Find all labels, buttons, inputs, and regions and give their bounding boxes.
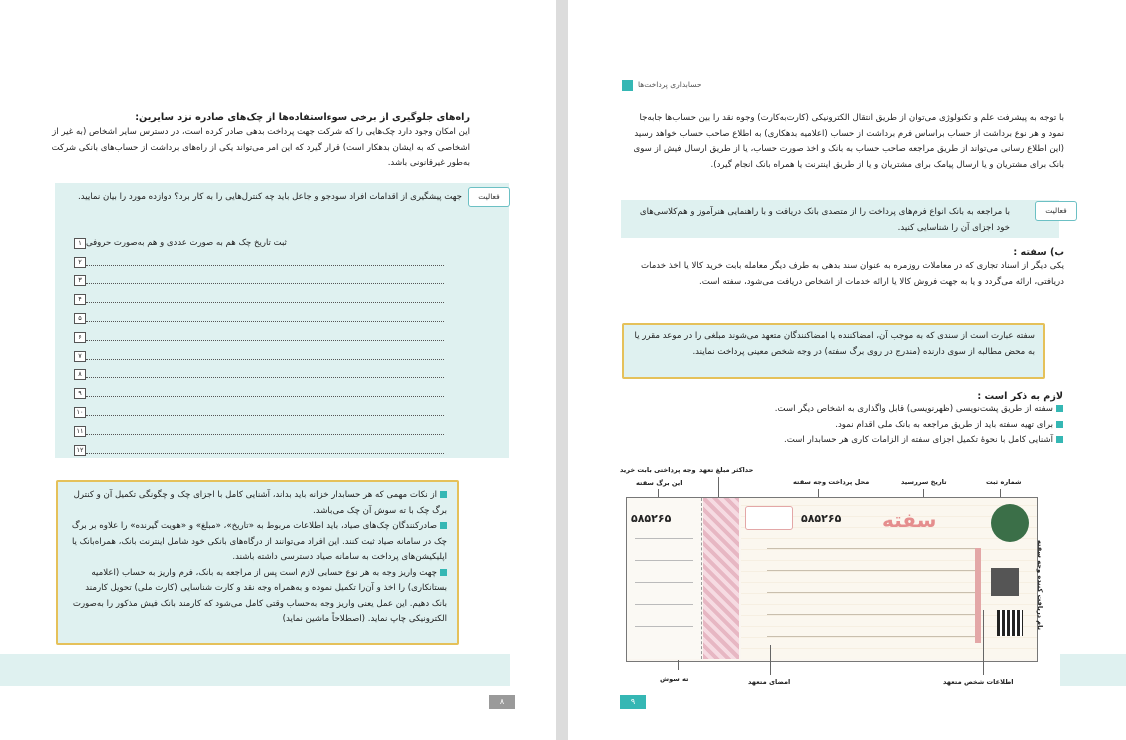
list-item: ۱ ثبت تاریخ چک هم به صورت عددی و هم به‌صورت حروفی <box>70 234 444 253</box>
label-pay-place: محل پرداخت وجه سفته <box>793 478 870 486</box>
list-item[interactable]: ۵ <box>70 309 444 328</box>
list-item[interactable]: ۳ <box>70 272 444 291</box>
note-paragraph: صادرکنندگان چک‌های صیاد، باید اطلاعات مربوط به «تاریخ»، «مبلغ» و «هویت گیرنده» را علاوه بر برگ چک در سامانه صیاد ثبت کنند. این افراد می‌توانند از درگاه‌های بانکی خود شامل اینترنت بانک، همراه‌بانک یا اپلیکیشن‌های پرداخت به سامانه صیاد دسترسی داشته باشند. <box>71 521 447 562</box>
running-header: حسابداری پرداخت‌ها <box>638 80 702 89</box>
square-bullet-icon <box>1056 436 1063 443</box>
note-item: آشنایی کامل با نحوهٔ تکمیل اجزای سفته از الزامات کاری هر حسابدار است. <box>718 433 1063 449</box>
note-item: سفته از طریق پشت‌نویسی (ظهرنویسی) قابل واگذاری به اشخاص دیگر است. <box>718 402 1063 418</box>
label-stub: ته سوش <box>660 675 689 683</box>
body-paragraph: یکی دیگر از اسناد تجاری که در معاملات روزمره به عنوان سند بدهی به طرف دیگر معامله بابت خرید کالا یا اخذ خدمات دریافتی، ارائه می‌گردد و یا به جهت فروش کالا یا ارائه خدمات از اشخاص دریافت می‌شود، سفته است. <box>640 261 1064 287</box>
note-item: برای تهیه سفته باید از طریق مراجعه به بانک ملی اقدام نمود. <box>718 418 1063 434</box>
list-item[interactable]: ۱۱ <box>70 422 444 441</box>
label-max-amount: حداکثر مبلغ تعهد <box>699 466 754 474</box>
activity-tag: فعالیت <box>468 187 510 207</box>
label-this-leaf: این برگ سفته <box>636 479 683 487</box>
list-item[interactable]: ۶ <box>70 328 444 347</box>
promissory-note-image: ۵۸۵۲۶۵ ۵۸۵۲۶۵ سفته <box>626 497 1038 662</box>
intro-paragraph: با توجه به پیشرفت علم و تکنولوژی می‌توان از طریق انتقال الکترونیکی (کارت‌به‌کارت) وجوه نقد را بین حساب‌ها جابه‌جا نمود و هر نوع برداشت از حساب براساس فرم برداشت از حساب (اعلامیه بدهکاری) به اطلاع صاحب حساب خواهد رسید (این اطلاع رسانی می‌تواند از طریق مراجعه صاحب حساب به بانک و اخذ صورت حساب، یا از طریق ارسال فیش از سوی بانک برای مشتریان و یا ارسال پیامک برای مشتریان و یا از طریق اینترنت یا همراه بانک انجام گیرد). <box>633 113 1064 170</box>
note-paragraph: از نکات مهمی که هر حسابدار خزانه باید بداند، آشنایی کامل با اجزای چک و چگونگی تکمیل آن و کنترل برگ چک با ته سوش آن چک می‌باشد. <box>73 490 447 516</box>
note-paragraph: چهت واریز وجه به هر نوع حسابی لازم است پس از مراجعه به بانک، فرم واریز به حساب (اعلامیه بستانکاری) را اخذ و آن‌را تکمیل نموده و به‌همراه وجه نقد و کارت شناسایی (کارت ملی) تحویل کارمند بانک دهیم. این عمل یعنی واریز وجه به‌حساب وقتی کامل می‌شود که کارمند بانک فیش مذکور را به‌صورت الکترونیکی چاپ نماید. (اصطلاحاً ماشین نماید) <box>72 567 447 624</box>
note-heading: لازم به ذکر است : <box>977 391 1063 402</box>
answer-list <box>70 234 444 460</box>
square-bullet-icon <box>440 522 447 529</box>
label-signature: امضای متعهد <box>748 678 791 686</box>
list-item[interactable]: ۸ <box>70 366 444 385</box>
square-bullet-icon <box>440 491 447 498</box>
book-gutter <box>556 0 568 740</box>
list-item[interactable]: ۷ <box>70 347 444 366</box>
subsection-heading: ب) سفته : <box>1013 247 1064 258</box>
label-serial: شماره ثبت <box>986 478 1022 486</box>
qr-code-icon <box>997 610 1023 636</box>
section-heading: راه‌های جلوگیری از برخی سوءاستفاده‌ها از چک‌های صادره نزد سایرین: <box>135 112 470 123</box>
label-receiver: نام دریافت کننده وجه سفته <box>1036 540 1044 631</box>
square-bullet-icon <box>1056 405 1063 412</box>
activity-text: با مراجعه به بانک انواع فرم‌های پرداخت را از متصدی بانک دریافت و با راهنمایی هنرآموز و هم‌کلاسی‌های خود اجزای آن را شناسایی کنید. <box>639 207 1010 233</box>
label-payment: وجه پرداختی بابت خرید <box>620 466 696 474</box>
footer-band <box>1060 654 1126 686</box>
label-info: اطلاعات شخص متعهد <box>943 678 1014 686</box>
note-title: سفته <box>882 508 937 532</box>
square-bullet-icon <box>440 569 447 576</box>
stamp-icon <box>991 568 1019 596</box>
list-item[interactable]: ۴ <box>70 290 444 309</box>
emblem-icon <box>991 504 1029 542</box>
list-item[interactable]: ۱۰ <box>70 403 444 422</box>
definition-box: سفته عبارت است از سندی که به موجب آن، امضاکننده یا امضاکنندگان متعهد می‌شوند مبلغی را در موعد مقرر یا به محض مطالبه از سوی دارنده (مندرج در روی برگ سفته) در وجه شخص معینی پرداخت نمایند. <box>622 323 1045 379</box>
activity-tag: فعالیت <box>1035 201 1077 221</box>
intro-paragraph: این امکان وجود دارد چک‌هایی را که شرکت جهت پرداخت بدهی صادر کرده است، در دسترس سایر اشخاص (به غیر از اشخاصی که به ایشان بدهکار است) قرار گیرد که این امر می‌تواند یکی از راه‌های برداشت از حساب‌های بانکی شرکت به‌طور غیرقانونی باشد. <box>51 127 470 168</box>
notes-box <box>56 480 459 645</box>
label-due-date: تاریخ سررسید <box>901 478 947 486</box>
decorative-band <box>703 498 739 659</box>
stub-section: ۵۸۵۲۶۵ <box>627 498 702 659</box>
list-item[interactable]: ۹ <box>70 384 444 403</box>
right-page <box>568 0 1126 740</box>
left-page <box>0 0 556 740</box>
header-marker-icon <box>622 80 633 91</box>
page-number: ۸ <box>489 695 515 709</box>
activity-question: جهت پیشگیری از اقدامات افراد سودجو و جاعل باید چه کنترل‌هایی را به کار برد؟ دوازده مورد را بیان نمایید. <box>78 192 462 202</box>
footer-band <box>0 654 510 686</box>
page-number: ۹ <box>620 695 646 709</box>
square-bullet-icon <box>1056 421 1063 428</box>
list-item[interactable]: ۱۲ <box>70 441 444 460</box>
list-item[interactable]: ۲ <box>70 253 444 272</box>
